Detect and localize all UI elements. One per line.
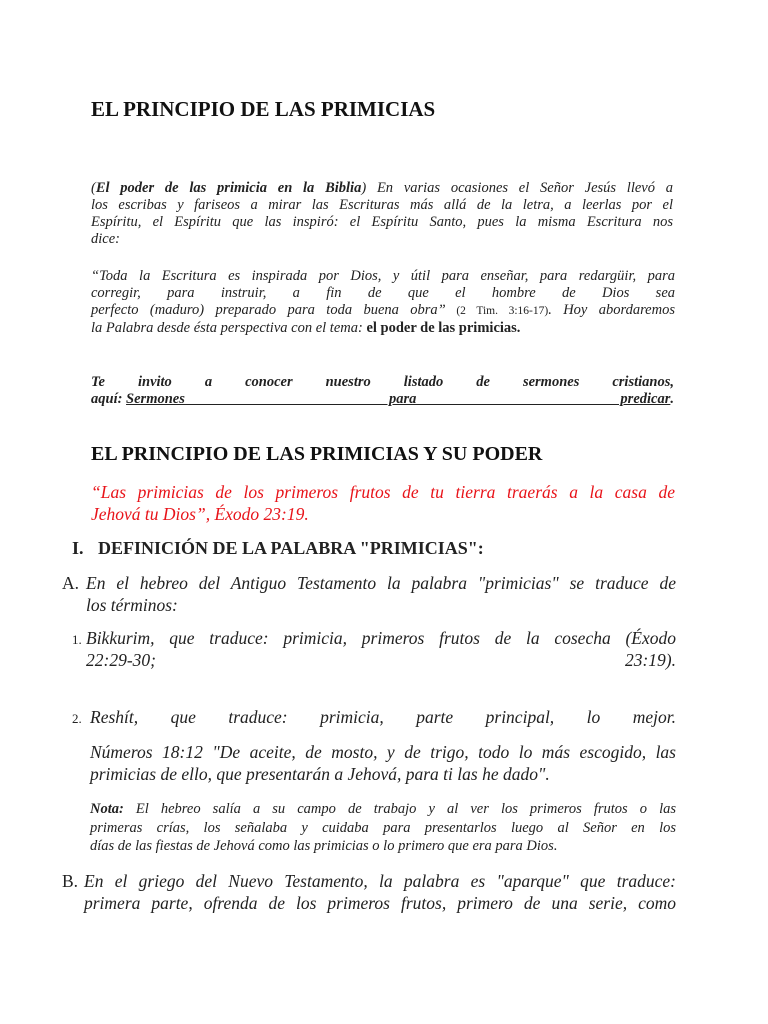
numeros-verse: Números 18:12 "De aceite, de mosto, y de trigo, todo lo más escogido, las primicias de ello, que presentarán a Jehová, para ti las he dado".	[90, 742, 676, 784]
verse-line-1: “Las primicias de los primeros frutos de tu tierra traerás a la casa de	[91, 482, 675, 502]
intro-line-4: dice:	[91, 231, 120, 247]
item-a: A. En el hebreo del Antiguo Testamento la palabra "primicias" se traduce de los términos:	[62, 573, 676, 615]
item-1: 1. Bikkurim, que traduce: primicia, primeros frutos de la cosecha (Éxodo 22:29-30; 23:19).	[72, 628, 676, 670]
item-a-marker: A.	[62, 573, 80, 593]
quote-line-2: corregir, para instruir, a fin de que el hombre de Dios sea	[91, 285, 675, 301]
quote-reference: (2 Tim. 3:16-17)	[445, 305, 549, 317]
intro-bold-phrase: El poder de las primicia en la Biblia	[95, 180, 362, 196]
intro-line-2: los escribas y fariseos a mirar las Escrituras más allá de la letra, a leerlas por el	[91, 197, 673, 213]
section-title: EL PRINCIPIO DE LAS PRIMICIAS Y SU PODER	[91, 443, 543, 465]
item-b: B. En el griego del Nuevo Testamento, la palabra es "aparque" que traduce: primera parte, ofrenda de los primeros frutos, primero de una serie, como	[62, 871, 676, 913]
quote-line-1: “Toda la Escritura es inspirada por Dios, y útil para enseñar, para redargüir, para	[91, 268, 675, 284]
document-title: EL PRINCIPIO DE LAS PRIMICIAS	[91, 97, 436, 121]
quote-line-4: la Palabra desde ésta perspectiva con el tema: el poder de las primicias.	[91, 320, 521, 336]
section-1-heading: I. DEFINICIÓN DE LA PALABRA "PRIMICIAS":	[72, 538, 484, 558]
intro-line-1: (El poder de las primicia en la Biblia) En varias ocasiones el Señor Jesús llevó a	[91, 180, 674, 196]
section-1-marker: I.	[72, 538, 84, 558]
item-2-marker: 2.	[72, 711, 82, 726]
quote-theme-bold: el poder de las primicias.	[366, 320, 521, 336]
quote-paragraph	[91, 268, 675, 337]
invite-paragraph	[91, 374, 674, 408]
intro-line-3: Espíritu, el Espíritu que las inspiró: el Espíritu Santo, pues la misma Escritura nos	[91, 214, 673, 230]
sermones-link[interactable]: Sermones para predicar	[126, 391, 671, 407]
intro-paragraph	[91, 180, 673, 248]
invite-line-2: aquí: Sermones para predicar .	[91, 391, 674, 407]
verse-line-2: Jehová tu Dios”, Éxodo 23:19.	[91, 504, 309, 524]
nota-label: Nota:	[90, 801, 124, 817]
item-1-marker: 1.	[72, 632, 82, 647]
quote-line-3: perfecto (maduro) preparado para toda buena obra” (2 Tim. 3:16-17). Hoy abordaremos	[91, 302, 675, 318]
invite-line-1: Te invito a conocer nuestro listado de sermones cristianos,	[91, 374, 674, 390]
verse-quote	[91, 481, 675, 525]
nota-paragraph: Nota: El hebreo salía a su campo de trabajo y al ver los primeros frutos o las primeras crías, los señalaba y cuidaba para presentarlos luego al Señor en los días de las fiestas de Jehová como las primicias o lo primero que era para Dios.	[90, 801, 676, 854]
item-b-marker: B.	[62, 871, 79, 891]
item-2: 2. Reshít, que traduce: primicia, parte principal, lo mejor.	[72, 706, 676, 728]
